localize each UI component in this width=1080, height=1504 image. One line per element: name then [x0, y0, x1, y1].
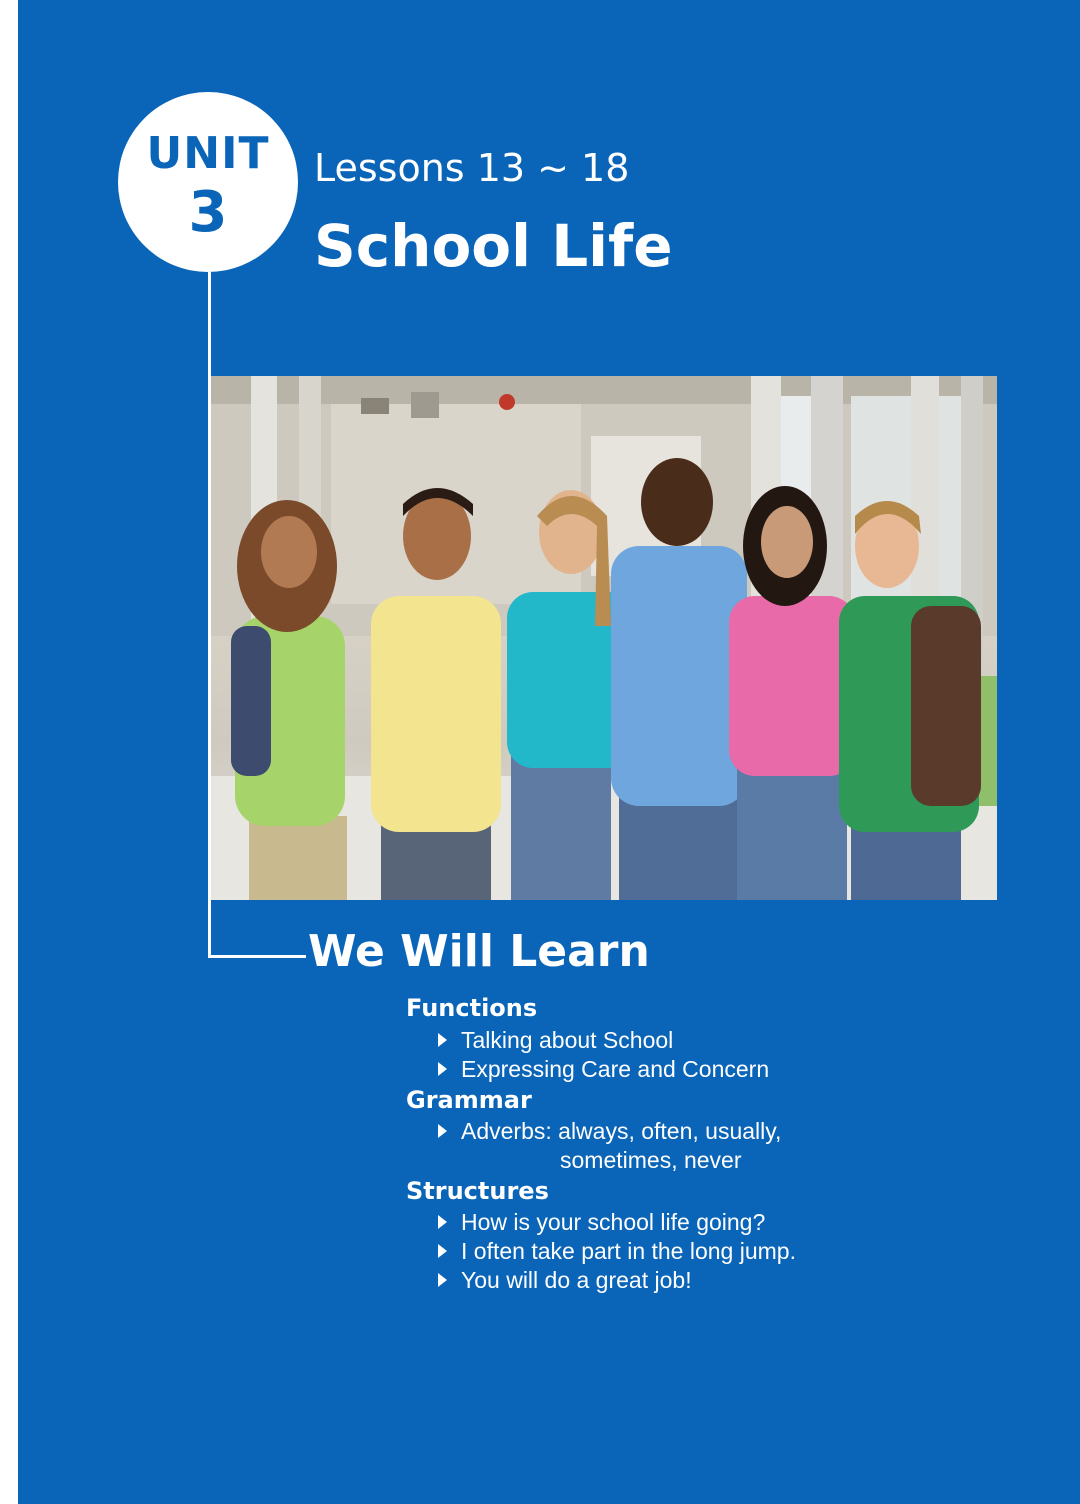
list-item — [438, 1117, 781, 1145]
list-item-text: I often take part in the long jump. — [461, 1237, 796, 1264]
structures-title: Structures — [406, 1177, 549, 1205]
list-item-text: How is your school life going? — [461, 1208, 766, 1235]
arrow-bullet-icon — [438, 1244, 447, 1258]
list-item — [438, 1055, 769, 1083]
list-item-text: You will do a great job! — [461, 1266, 692, 1293]
grammar-title: Grammar — [406, 1086, 532, 1114]
functions-title: Functions — [406, 994, 538, 1022]
unit-cover-page — [18, 0, 1080, 1504]
connector-line-horizontal — [208, 955, 306, 958]
list-item-text: Talking about School — [461, 1026, 674, 1053]
students-photo-illustration — [211, 376, 997, 900]
list-item-text: Adverbs: always, often, usually, — [461, 1117, 782, 1144]
arrow-bullet-icon — [438, 1062, 447, 1076]
lessons-range: Lessons 13 ~ 18 — [314, 146, 630, 190]
arrow-bullet-icon — [438, 1215, 447, 1229]
arrow-bullet-icon — [438, 1124, 447, 1138]
list-item — [438, 1026, 673, 1054]
unit-badge — [118, 92, 298, 272]
students-photo — [211, 376, 997, 900]
list-item-continuation: sometimes, never — [560, 1147, 742, 1173]
unit-title: School Life — [314, 212, 673, 280]
list-item — [438, 1237, 796, 1265]
we-will-learn-heading: We Will Learn — [308, 926, 650, 977]
list-item — [438, 1266, 692, 1294]
arrow-bullet-icon — [438, 1273, 447, 1287]
arrow-bullet-icon — [438, 1033, 447, 1047]
unit-label: UNIT — [146, 128, 270, 179]
list-item-text: Expressing Care and Concern — [461, 1055, 770, 1082]
unit-number: 3 — [188, 180, 228, 245]
list-item — [438, 1208, 765, 1236]
